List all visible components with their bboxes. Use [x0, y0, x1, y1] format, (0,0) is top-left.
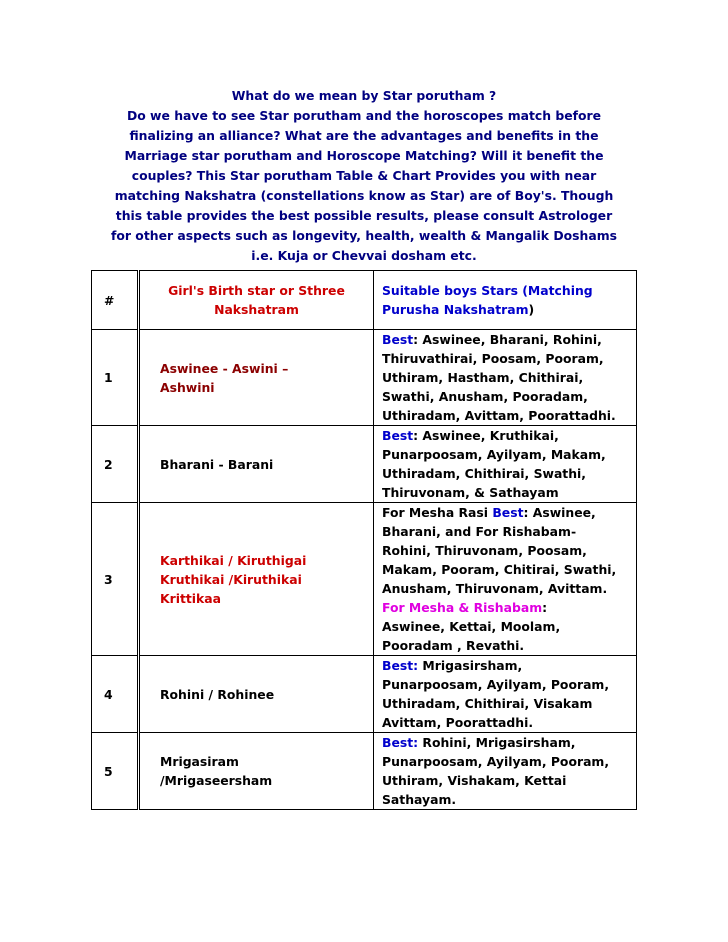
intro-line: Do we have to see Star porutham and the horoscopes match before: [126, 108, 602, 123]
boy-star-line: [382, 598, 636, 617]
header-boy-stars: [374, 271, 637, 330]
boy-star-prefix: For Mesha Rasi: [382, 505, 493, 520]
table-row: [92, 426, 637, 503]
intro-line: matching Nakshatra (constellations know as Star) are of Boy's. Though: [114, 188, 614, 203]
boy-stars-cell: [374, 426, 637, 503]
boy-star-line: Uthiram, Vishakam, Kettai: [382, 773, 567, 788]
boy-star-line: Bharani, and For Rishabam-: [382, 524, 577, 539]
boy-star-text: Mrigasirsham,: [418, 658, 523, 673]
boy-star-text: : Aswinee, Bharani, Rohini,: [413, 332, 602, 347]
girl-star-line: Karthikai / Kiruthigai: [160, 552, 307, 568]
row-num: 4: [92, 656, 139, 733]
row-num: 3: [92, 503, 139, 656]
extra-label: For Mesha & Rishabam: [382, 600, 543, 615]
girl-star-line: Kruthikai /Kiruthikai: [160, 571, 302, 587]
boy-stars-cell: [374, 656, 637, 733]
girl-star-line: Mrigasiram: [160, 754, 239, 769]
girl-star-cell: [139, 426, 374, 503]
table-header-row: [92, 271, 637, 330]
row-num: 2: [92, 426, 139, 503]
intro-line: i.e. Kuja or Chevvai dosham etc.: [251, 248, 477, 263]
intro-line: couples? This Star porutham Table & Chart Provides you with near: [131, 168, 597, 183]
table-row: [92, 656, 637, 733]
header-boy-line: [382, 300, 636, 319]
table-row: [92, 330, 637, 426]
girl-star-cell: [139, 503, 374, 656]
boy-star-line: Aswinee, Kettai, Moolam,: [382, 619, 561, 634]
boy-stars-cell: [374, 503, 637, 656]
header-boy-line2: Purusha Nakshatram: [382, 302, 529, 317]
boy-star-line: Swathi, Anusham, Pooradam,: [382, 389, 588, 404]
boy-star-text: :: [542, 600, 548, 615]
boy-star-line: Thiruvonam, & Sathayam: [382, 485, 559, 500]
boy-star-line: Makam, Pooram, Chitirai, Swathi,: [382, 562, 617, 577]
boy-star-line: Sathayam.: [382, 792, 457, 807]
header-boy-line: Suitable boys Stars (Matching: [382, 283, 593, 298]
best-label: Best: [382, 428, 414, 443]
row-num: 1: [92, 330, 139, 426]
boy-star-text: : Aswinee, Kruthikai,: [413, 428, 559, 443]
boy-star-line: Anusham, Thiruvonam, Avittam.: [382, 581, 608, 596]
best-label: Best: [382, 332, 414, 347]
boy-stars-cell: [374, 733, 637, 810]
girl-star-cell: [139, 330, 374, 426]
girl-star-line: /Mrigaseersham: [160, 773, 273, 788]
table-row: [92, 503, 637, 656]
page-title: What do we mean by Star porutham ?: [231, 88, 497, 103]
intro-line: for other aspects such as longevity, health, wealth & Mangalik Doshams: [110, 228, 617, 243]
boy-star-line: Thiruvathirai, Poosam, Pooram,: [382, 351, 604, 366]
header-num: #: [92, 271, 139, 330]
row-num: 5: [92, 733, 139, 810]
best-label: Best:: [382, 658, 419, 673]
boy-star-line: [382, 330, 636, 349]
boy-star-line: Uthiradam, Chithirai, Swathi,: [382, 466, 587, 481]
intro-line: finalizing an alliance? What are the advantages and benefits in the: [129, 128, 599, 143]
intro-line: this table provides the best possible results, please consult Astrologer: [115, 208, 613, 223]
boy-star-text: : Aswinee,: [523, 505, 596, 520]
girl-star-cell: [139, 733, 374, 810]
star-porutham-table: [91, 270, 637, 810]
boy-star-line: Pooradam , Revathi.: [382, 638, 525, 653]
intro-line: Marriage star porutham and Horoscope Matching? Will it benefit the: [124, 148, 604, 163]
boy-stars-cell: [374, 330, 637, 426]
boy-star-line: Avittam, Poorattadhi.: [382, 715, 534, 730]
girl-star-line: Rohini / Rohinee: [160, 686, 275, 702]
boy-star-line: Uthiradam, Chithirai, Visakam: [382, 696, 593, 711]
best-label: Best: [492, 505, 524, 520]
girl-star-line: Ashwini: [160, 379, 215, 395]
intro-paragraph: [96, 86, 632, 266]
boy-star-line: [382, 656, 636, 675]
header-boy-close: ): [528, 302, 535, 317]
boy-star-text: Rohini, Mrigasirsham,: [418, 735, 576, 750]
boy-star-line: [382, 426, 636, 445]
boy-star-line: Punarpoosam, Ayilyam, Pooram,: [382, 754, 610, 769]
boy-star-line: [382, 503, 636, 522]
girl-star-line: Krittikaa: [160, 590, 222, 606]
girl-star-line: Bharani - Barani: [160, 456, 274, 472]
header-girl-star: [139, 271, 374, 330]
boy-star-line: [382, 733, 636, 752]
table-row: [92, 733, 637, 810]
boy-star-line: Uthiradam, Avittam, Poorattadhi.: [382, 408, 616, 423]
boy-star-line: Punarpoosam, Ayilyam, Makam,: [382, 447, 606, 462]
girl-star-cell: [139, 656, 374, 733]
header-girl-line: Nakshatram: [214, 302, 299, 317]
girl-star-line: Aswinee - Aswini –: [160, 360, 289, 376]
boy-star-line: Uthiram, Hastham, Chithirai,: [382, 370, 584, 385]
header-girl-line: Girl's Birth star or Sthree: [168, 283, 345, 298]
boy-star-line: Rohini, Thiruvonam, Poosam,: [382, 543, 587, 558]
best-label: Best:: [382, 735, 419, 750]
boy-star-line: Punarpoosam, Ayilyam, Pooram,: [382, 677, 610, 692]
